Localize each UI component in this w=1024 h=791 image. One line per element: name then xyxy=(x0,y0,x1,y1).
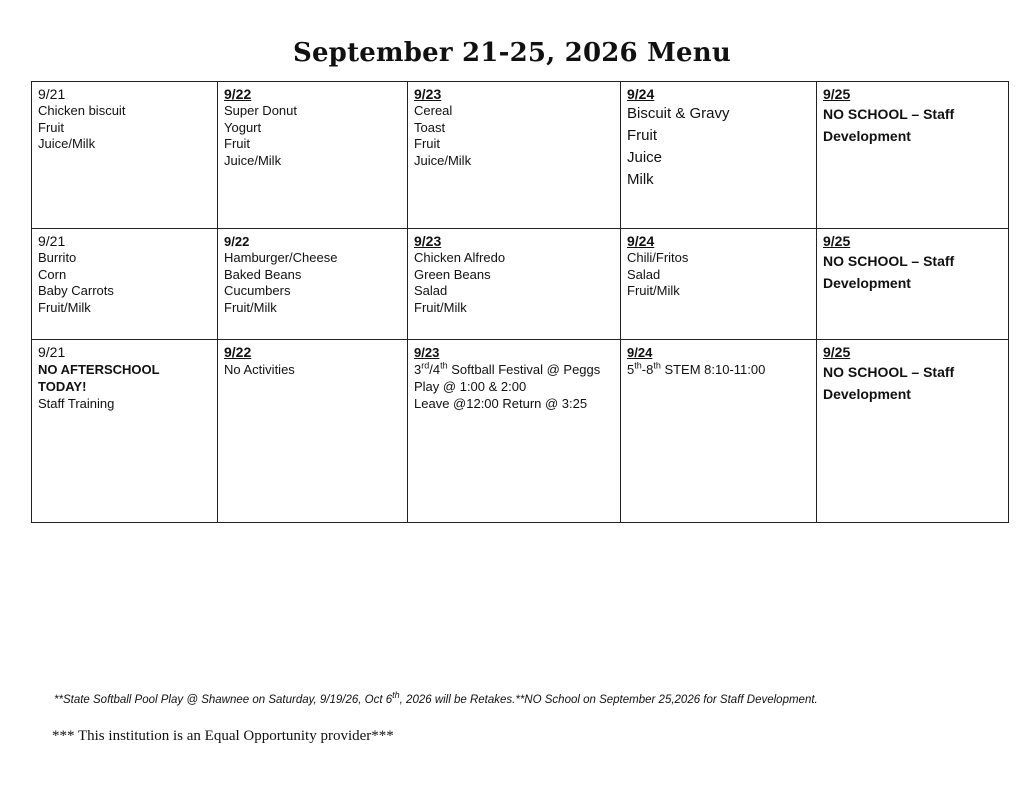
activity-item: 5th-8th STEM 8:10-11:00 xyxy=(627,360,766,377)
footnote: **State Softball Pool Play @ Shawnee on Saturday, 9/19/26, Oct 6th, 2026 will be Retakes.**NO School on September 25,2026 for Staff Development. xyxy=(54,690,818,706)
activity-item: No Activities xyxy=(224,362,295,377)
afterschool-cell-tue xyxy=(218,340,408,523)
menu-item: Fruit/Milk xyxy=(38,299,91,315)
breakfast-row xyxy=(32,82,1009,229)
activity-item: 3rd/4th Softball Festival @ Peggs xyxy=(414,360,601,377)
menu-item: Fruit xyxy=(414,136,440,151)
menu-item: Juice xyxy=(627,149,663,166)
menu-item: Burrito xyxy=(38,250,77,265)
activity-item: Leave @12:00 Return @ 3:25 xyxy=(414,396,588,411)
lunch-cell-wed xyxy=(408,229,621,340)
menu-item: Fruit/Milk xyxy=(627,283,680,298)
menu-item: Biscuit & Gravy xyxy=(627,105,730,122)
menu-item: Green Beans xyxy=(414,266,491,282)
date-label: 9/21 xyxy=(38,86,66,102)
menu-item: Chicken Alfredo xyxy=(414,250,506,265)
afterschool-cell-wed xyxy=(408,340,621,523)
breakfast-cell-fri xyxy=(817,82,1009,229)
lunch-cell-fri xyxy=(817,229,1009,340)
date-label: 9/22 xyxy=(224,86,252,102)
activity-item: Staff Training xyxy=(38,396,115,411)
date-label: 9/25 xyxy=(823,86,851,102)
menu-item: Juice/Milk xyxy=(224,152,282,168)
menu-item: Milk xyxy=(627,171,654,188)
menu-item: Salad xyxy=(627,266,661,282)
menu-item: Juice/Milk xyxy=(414,152,472,168)
no-school-notice: Development xyxy=(823,275,911,291)
lunch-cell-mon xyxy=(32,229,218,340)
page-title: September 21-25, 2026 Menu xyxy=(292,38,732,68)
no-school-notice: NO SCHOOL – Staff xyxy=(823,106,955,122)
date-label: 9/24 xyxy=(627,233,655,249)
menu-item: Chicken biscuit xyxy=(38,103,126,118)
afterschool-cell-thu xyxy=(621,340,817,523)
afterschool-cell-fri xyxy=(817,340,1009,523)
menu-item: Cereal xyxy=(414,103,453,118)
breakfast-cell-tue xyxy=(218,82,408,229)
breakfast-cell-mon xyxy=(32,82,218,229)
menu-item: Corn xyxy=(38,266,67,282)
equal-opportunity-statement: *** This institution is an Equal Opportunity provider*** xyxy=(52,728,394,744)
no-school-notice: NO SCHOOL – Staff xyxy=(823,364,955,380)
lunch-row xyxy=(32,229,1009,340)
menu-item: Fruit xyxy=(224,136,250,151)
activity-item: Play @ 1:00 & 2:00 xyxy=(414,379,527,394)
menu-item: Fruit xyxy=(627,127,657,144)
date-label: 9/25 xyxy=(823,344,851,360)
menu-item: Super Donut xyxy=(224,103,297,118)
breakfast-cell-wed xyxy=(408,82,621,229)
afterschool-row xyxy=(32,340,1009,523)
date-label: 9/21 xyxy=(38,344,66,360)
date-label: 9/21 xyxy=(38,233,66,249)
menu-item: Chili/Fritos xyxy=(627,250,689,265)
no-school-notice: Development xyxy=(823,386,911,402)
afterschool-cell-mon xyxy=(32,340,218,523)
breakfast-cell-thu xyxy=(621,82,817,229)
menu-item: Baked Beans xyxy=(224,266,302,282)
date-label: 9/23 xyxy=(414,233,442,249)
date-label: 9/22 xyxy=(224,234,250,249)
lunch-cell-tue xyxy=(218,229,408,340)
menu-item: Baby Carrots xyxy=(38,283,114,298)
date-label: 9/24 xyxy=(627,86,655,102)
lunch-cell-thu xyxy=(621,229,817,340)
date-label: 9/22 xyxy=(224,344,252,360)
date-label: 9/24 xyxy=(627,345,653,360)
weekly-menu-table xyxy=(31,81,1009,523)
menu-item: Juice/Milk xyxy=(38,136,96,151)
menu-item: Salad xyxy=(414,283,448,298)
menu-item: Cucumbers xyxy=(224,283,291,298)
date-label: 9/25 xyxy=(823,233,851,249)
menu-item: Hamburger/Cheese xyxy=(224,250,338,265)
no-school-notice: Development xyxy=(823,128,911,144)
menu-item: Fruit xyxy=(38,119,64,135)
menu-item: Fruit/Milk xyxy=(414,299,467,315)
menu-item: Yogurt xyxy=(224,119,262,135)
date-label: 9/23 xyxy=(414,86,442,102)
menu-item: Toast xyxy=(414,119,446,135)
no-school-notice: NO SCHOOL – Staff xyxy=(823,253,955,269)
afterschool-notice: NO AFTERSCHOOL TODAY! xyxy=(38,362,160,394)
date-label: 9/23 xyxy=(414,345,440,360)
menu-item: Fruit/Milk xyxy=(224,299,277,315)
